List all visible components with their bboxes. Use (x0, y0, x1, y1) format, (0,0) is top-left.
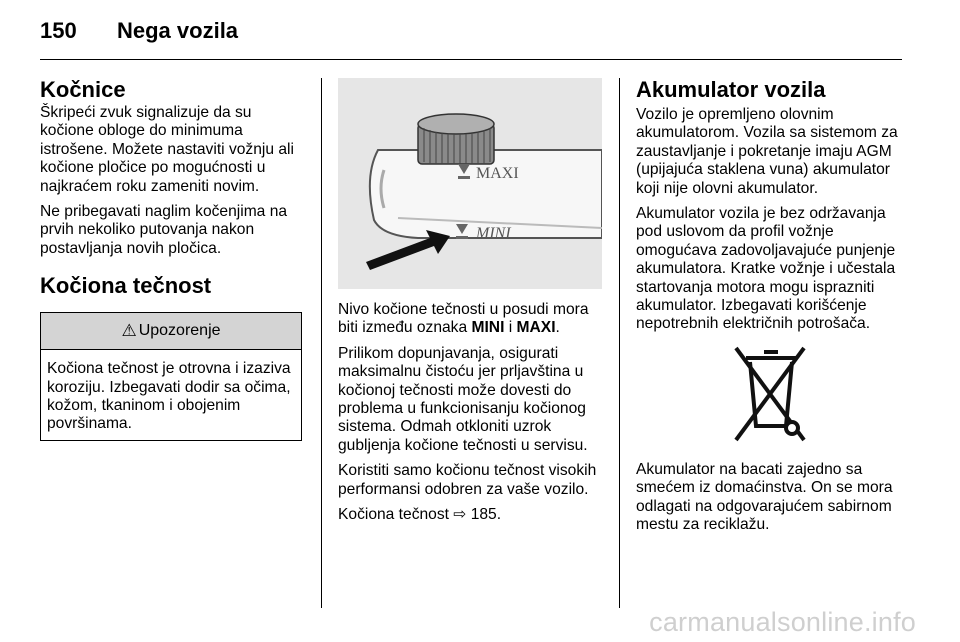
max-label: MAXI (476, 165, 519, 182)
column-divider-2 (619, 78, 620, 608)
reference-page[interactable]: 185. (466, 506, 502, 524)
column-right (636, 78, 904, 542)
min-label: MINI (476, 225, 511, 242)
refill-paragraph: Prilikom dopunjavanja, osigurati maksimalnu čistoću jer prljavština u kočionoj tečnosti može dovesti do problema u funkcionisanju kočionog sistema. Odmah otkloniti uzrok gubljenja kočione tečnosti u servisu. (338, 344, 588, 454)
column-middle (338, 78, 606, 531)
page-header (40, 18, 238, 44)
max-mark-text: MAXI (516, 319, 556, 337)
reservoir-illustration (338, 78, 602, 289)
page-number: 150 (40, 18, 77, 43)
section-heading-brakes: Kočnice (40, 77, 126, 102)
warning-box (40, 312, 302, 441)
header-divider (40, 59, 902, 60)
warning-text: Kočiona tečnost je otrovna i izaziva koroziju. Izbegavati dodir sa očima, kožom, tkaninom i obojenim površinama. (47, 360, 291, 433)
brakes-paragraph-2: Ne pribegavati naglim kočenjima na prvih nekoliko putovanja nakon postavljanja novih pločica. (40, 203, 288, 257)
warning-header (41, 313, 301, 350)
brake-fluid-reservoir-image (338, 78, 602, 289)
reference-arrow-icon: ⇨ (453, 506, 467, 524)
section-heading-battery: Akumulator vozila (636, 77, 826, 102)
warning-triangle-icon: ⚠ (121, 321, 137, 341)
level-paragraph: Nivo kočione tečnosti u posudi mora biti između oznaka MINI i MAXI. (338, 301, 589, 337)
min-mark-text: MINI (471, 319, 505, 337)
watermark: carmanualsonline.info (649, 607, 916, 637)
battery-paragraph-1: Vozilo je opremljeno olovnim akumulatorom. Vozila sa sistemom za zaustavljanje i pokretanje imaju AGM (upijajuća staklena vuna) akumulator koji nije olovni akumulator. (636, 106, 898, 197)
battery-paragraph-2: Akumulator vozila je bez održavanja pod uslovom da profil vožnje omogućava zadovoljavajuće punjenje akumulatora. Kratke vožnje i učestala startovanja motora mogu isprazniti akumulator. Izbegavati korišćenje nepotrebnih električnih potrošača. (636, 205, 896, 333)
page-title: Nega vozila (117, 18, 239, 43)
warning-title: Upozorenje (138, 322, 221, 340)
battery-disposal-paragraph: Akumulator na bacati zajedno sa smećem iz domaćinstva. On se mora odlagati na odgovarajućem sabirnom mestu za reciklažu. (636, 460, 893, 534)
crossed-out-bin-icon (636, 344, 904, 444)
fluid-quality-paragraph: Koristiti samo kočionu tečnost visokih performansi odobren za vaše vozilo. (338, 462, 597, 498)
column-divider-1 (321, 78, 322, 608)
brakes-paragraph-1: Škripeći zvuk signalizuje da su kočione obloge do minimuma istrošene. Možete nastaviti vožnju ali kočione pločice po mogućnosti u najkraćem roku zameniti novim. (40, 104, 294, 195)
column-left (40, 78, 308, 441)
fluid-reference-paragraph: Kočiona tečnost ⇨ 185. (338, 506, 502, 524)
section-heading-brake-fluid: Kočiona tečnost (40, 273, 212, 299)
